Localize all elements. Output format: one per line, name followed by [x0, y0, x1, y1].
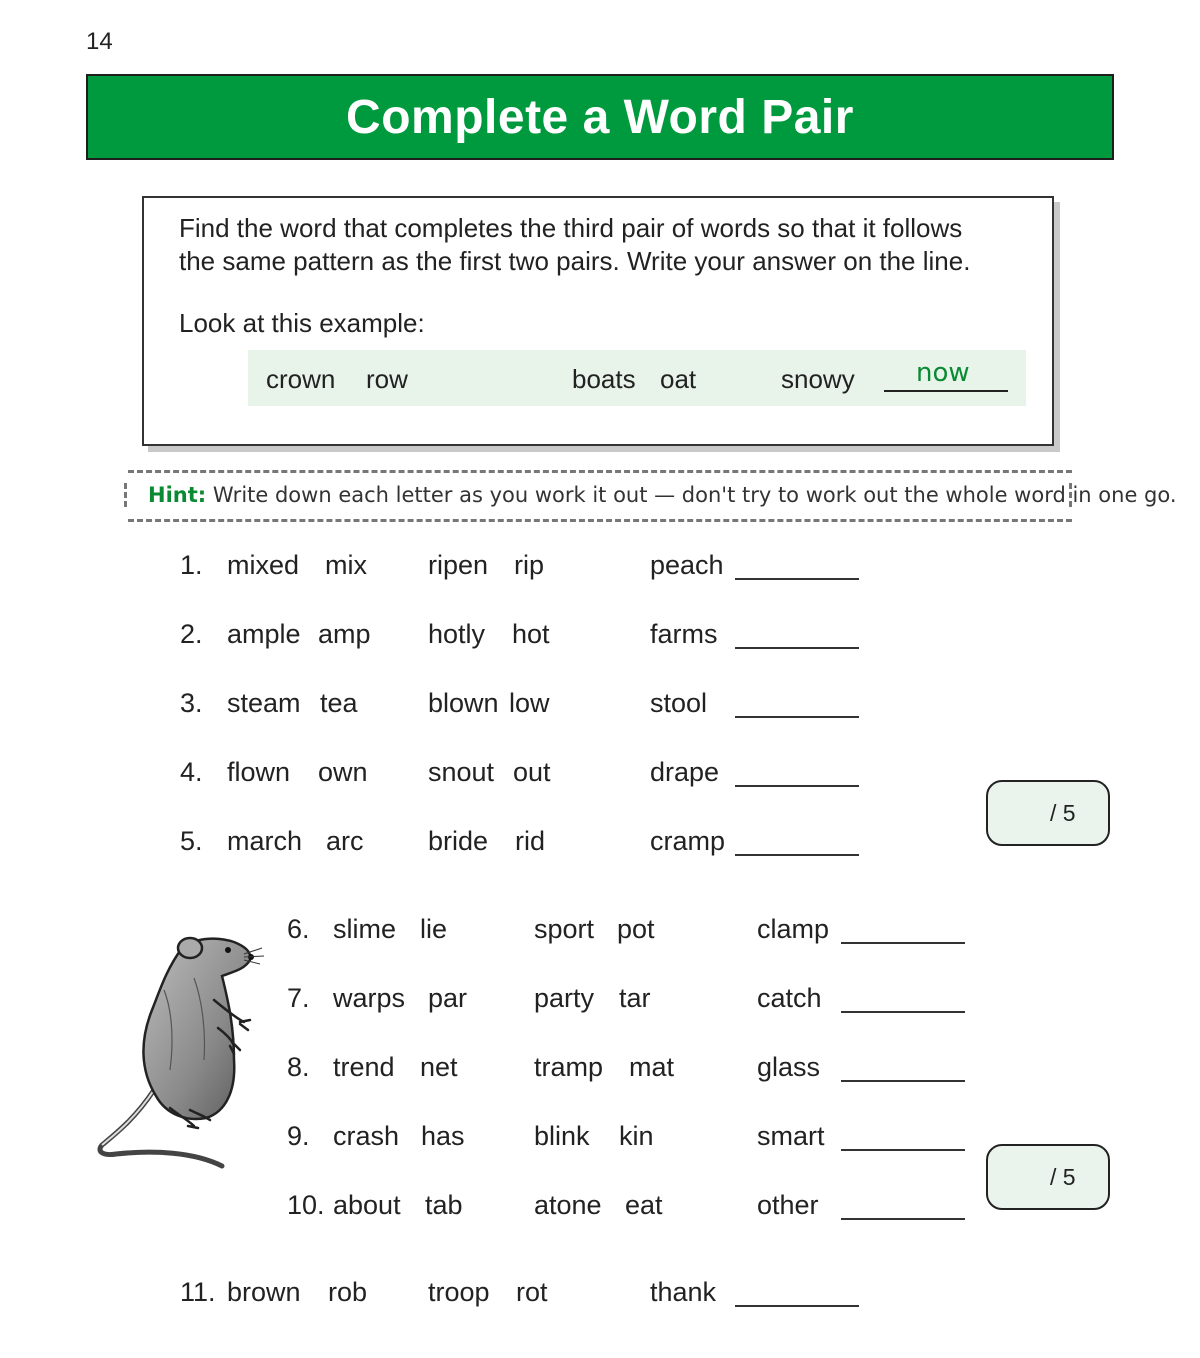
word-c: troop — [428, 1277, 490, 1307]
question-row-11 — [180, 1277, 880, 1311]
word-e: farms — [650, 619, 718, 649]
question-row-7 — [287, 983, 987, 1017]
word-e: clamp — [757, 914, 830, 944]
word-c: blown — [428, 688, 499, 718]
word-b: own — [318, 757, 368, 787]
word-b: arc — [326, 826, 364, 856]
word-c: sport — [534, 914, 595, 944]
answer-line[interactable] — [735, 716, 859, 718]
word-c: blink — [534, 1121, 590, 1151]
example-word-4: oat — [660, 364, 697, 394]
word-b: tab — [425, 1190, 463, 1220]
question-number: 11. — [180, 1277, 216, 1307]
word-e: other — [757, 1190, 819, 1220]
word-b: rob — [328, 1277, 368, 1307]
instructions-text — [179, 212, 1039, 278]
word-d: hot — [512, 619, 550, 649]
example-strip — [248, 350, 1026, 406]
answer-line[interactable] — [735, 854, 859, 856]
title-banner — [86, 74, 1114, 160]
word-a: slime — [333, 914, 397, 944]
hint-box — [128, 470, 1177, 522]
word-d: mat — [629, 1052, 675, 1082]
word-d: rid — [515, 826, 546, 856]
word-e: catch — [757, 983, 822, 1013]
word-d: rip — [514, 550, 545, 580]
word-c: party — [534, 983, 595, 1013]
rat-illustration — [94, 930, 264, 1170]
page-title: Complete a Word Pair — [346, 90, 854, 144]
example-word-3: boats — [572, 364, 636, 394]
question-row-5 — [180, 826, 880, 860]
question-row-1 — [180, 550, 880, 584]
question-number: 8. — [287, 1052, 310, 1082]
question-row-9 — [287, 1121, 987, 1155]
score-label: / 5 — [1050, 800, 1076, 826]
word-c: bride — [428, 826, 489, 856]
question-number: 5. — [180, 826, 203, 856]
word-e: cramp — [650, 826, 726, 856]
question-row-8 — [287, 1052, 987, 1086]
word-a: about — [333, 1190, 401, 1220]
question-row-3 — [180, 688, 880, 722]
question-row-4 — [180, 757, 880, 791]
word-b: net — [420, 1052, 458, 1082]
word-b: has — [421, 1121, 465, 1151]
question-number: 2. — [180, 619, 203, 649]
word-a: flown — [227, 757, 291, 787]
score-box-2[interactable] — [986, 1144, 1110, 1210]
word-a: ample — [227, 619, 301, 649]
word-b: mix — [325, 550, 367, 580]
answer-line[interactable] — [841, 942, 965, 944]
question-row-6 — [287, 914, 987, 948]
word-a: brown — [227, 1277, 301, 1307]
word-b: tea — [320, 688, 358, 718]
question-number: 6. — [287, 914, 310, 944]
example-answer-line — [884, 390, 1008, 392]
word-a: trend — [333, 1052, 395, 1082]
question-number: 7. — [287, 983, 310, 1013]
word-e: drape — [650, 757, 720, 787]
question-number: 9. — [287, 1121, 310, 1151]
word-b: lie — [420, 914, 448, 944]
answer-line[interactable] — [735, 1305, 859, 1307]
hint-text — [148, 483, 1177, 507]
question-number: 1. — [180, 550, 203, 580]
word-a: steam — [227, 688, 301, 718]
question-number: 10. — [287, 1190, 325, 1220]
score-label: / 5 — [1050, 1164, 1076, 1190]
word-a: march — [227, 826, 303, 856]
word-d: low — [509, 688, 550, 718]
example-word-5: snowy — [781, 364, 855, 394]
question-number: 4. — [180, 757, 203, 787]
word-e: stool — [650, 688, 708, 718]
word-c: ripen — [428, 550, 489, 580]
example-word-1: crown — [266, 364, 336, 394]
word-c: tramp — [534, 1052, 604, 1082]
question-row-2 — [180, 619, 880, 653]
word-d: eat — [625, 1190, 663, 1220]
answer-line[interactable] — [735, 647, 859, 649]
word-e: smart — [757, 1121, 825, 1151]
word-e: peach — [650, 550, 724, 580]
answer-line[interactable] — [735, 785, 859, 787]
word-a: crash — [333, 1121, 400, 1151]
word-c: hotly — [428, 619, 486, 649]
instructions-line-1: Find the word that completes the third pair of words so that it follows — [179, 213, 963, 243]
answer-line[interactable] — [841, 1011, 965, 1013]
answer-line[interactable] — [735, 578, 859, 580]
answer-line[interactable] — [841, 1149, 965, 1151]
page-number: 14 — [86, 28, 113, 55]
example-answer: now — [916, 358, 970, 388]
word-c: atone — [534, 1190, 602, 1220]
answer-line[interactable] — [841, 1218, 965, 1220]
question-row-10 — [287, 1190, 987, 1224]
word-d: out — [513, 757, 551, 787]
example-label: Look at this example: — [179, 308, 425, 338]
hint-body: Write down each letter as you work it out — don't try to work out the whole word in one go. — [212, 483, 1177, 507]
instructions-line-2: the same pattern as the first two pairs. Write your answer on the line. — [179, 246, 971, 276]
hint-label: Hint: — [148, 483, 207, 507]
answer-line[interactable] — [841, 1080, 965, 1082]
word-e: glass — [757, 1052, 821, 1082]
word-d: pot — [617, 914, 655, 944]
hint-border-left — [124, 483, 139, 507]
word-b: amp — [318, 619, 371, 649]
word-c: snout — [428, 757, 495, 787]
score-box-1[interactable] — [986, 780, 1110, 846]
instructions-box — [142, 196, 1054, 446]
word-a: mixed — [227, 550, 300, 580]
word-a: warps — [333, 983, 406, 1013]
word-d: kin — [619, 1121, 654, 1151]
question-number: 3. — [180, 688, 203, 718]
word-d: tar — [619, 983, 651, 1013]
word-d: rot — [516, 1277, 548, 1307]
word-b: par — [428, 983, 468, 1013]
word-e: thank — [650, 1277, 717, 1307]
example-word-2: row — [366, 364, 408, 394]
